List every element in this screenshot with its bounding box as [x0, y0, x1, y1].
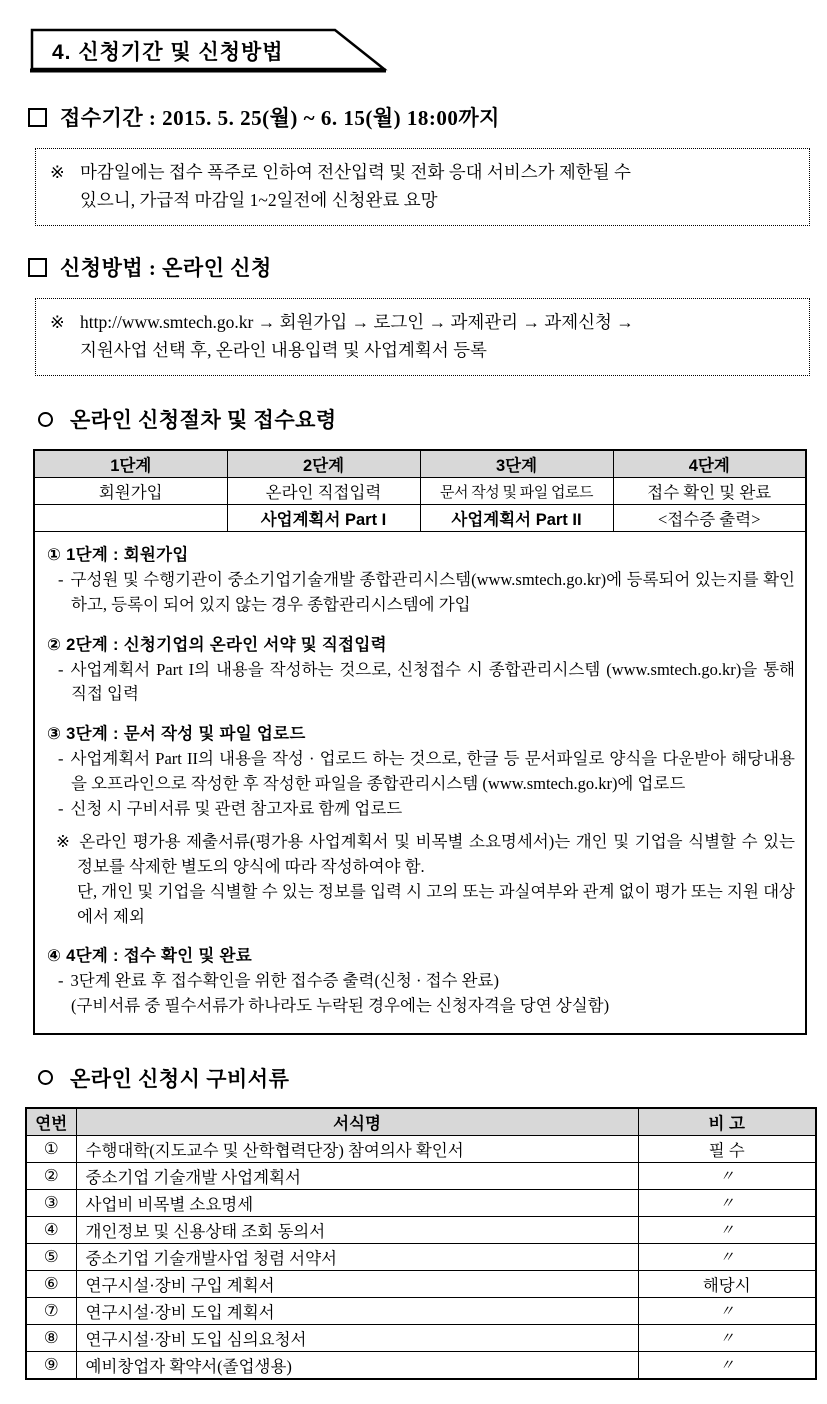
square-bullet-icon: [28, 108, 47, 127]
document-name: 사업비 비목별 소요명세: [76, 1189, 638, 1216]
document-row: [26, 1324, 816, 1351]
step-title: ③ 3단계 : 문서 작성 및 파일 업로드: [47, 725, 306, 743]
period-note-box: [35, 148, 810, 226]
document-name: 중소기업 기술개발사업 청렴 서약서: [76, 1243, 638, 1270]
document-row: [26, 1162, 816, 1189]
document-remark: 〃: [638, 1297, 816, 1324]
document-remark: 〃: [638, 1243, 816, 1270]
step-block-3: [45, 720, 795, 929]
procedure-detail-row: [34, 532, 806, 1034]
documents-section-heading: [38, 1063, 827, 1093]
col-header: 비 고: [638, 1108, 816, 1136]
table-cell: 문서 작성 및 파일 업로드: [420, 478, 613, 505]
method-note-line1: http://www.smtech.go.kr → 회원가입 → 로그인 → 과제관리 → 과제신청 →: [80, 312, 634, 332]
page-title: 4. 신청기간 및 신청방법: [52, 41, 284, 64]
document-name: 개인정보 및 신용상태 조회 동의서: [76, 1216, 638, 1243]
square-bullet-icon: [28, 258, 47, 277]
method-heading: 신청방법 : 온라인 신청: [60, 256, 272, 280]
step-paragraph: - 구성원 및 수행기관이 중소기업기술개발 종합관리시스템(www.smtech.go.kr)에 등록되어 있는지를 확인하고, 등록이 되어 있지 않는 경우 종합관리시스템에 가입: [58, 570, 795, 614]
step-paragraph: - 사업계획서 Part I의 내용을 작성하는 것으로, 신청접수 시 종합관리시스템 (www.smtech.go.kr)을 통해 직접 입력: [58, 659, 795, 704]
table-cell: 사업계획서 Part II: [420, 505, 613, 532]
document-remark: 필 수: [638, 1135, 816, 1162]
step-note-continuation: 단, 개인 및 기업을 식별할 수 있는 정보를 입력 시 고의 또는 과실여부와 관계 없이 평가 또는 지원 대상에서 제외: [77, 881, 795, 926]
procedure-detail-cell: [34, 532, 806, 1034]
documents-table: [25, 1107, 817, 1380]
col-header: 연번: [26, 1108, 76, 1136]
procedure-section-heading: [38, 404, 827, 434]
document-row: [26, 1351, 816, 1379]
col-header: 1단계: [34, 450, 227, 478]
step-block-1: [45, 541, 795, 618]
table-cell: 회원가입: [34, 478, 227, 505]
reference-mark: ※: [50, 162, 65, 182]
circle-bullet-icon: [38, 1070, 53, 1085]
step-paragraph-continuation: (구비서류 중 필수서류가 하나라도 누락된 경우에는 신청자격을 당연 상실함): [71, 996, 610, 1015]
procedure-table: [33, 449, 807, 1035]
col-header: 2단계: [227, 450, 420, 478]
step-title: ④ 4단계 : 접수 확인 및 완료: [47, 947, 253, 966]
procedure-table-row: [34, 505, 806, 532]
document-remark: 〃: [638, 1351, 816, 1379]
method-heading-row: [28, 252, 827, 282]
document-remark: 〃: [638, 1162, 816, 1189]
document-row: [26, 1270, 816, 1297]
document-name: 연구시설·장비 도입 계획서: [76, 1297, 638, 1324]
document-name: 수행대학(지도교수 및 산학협력단장) 참여의사 확인서: [76, 1135, 638, 1162]
row-number: ⑦: [26, 1297, 76, 1324]
col-header: 4단계: [613, 450, 806, 478]
step-paragraph: - 신청 시 구비서류 및 관련 참고자료 함께 업로드: [58, 798, 403, 818]
col-header: 3단계: [420, 450, 613, 478]
table-cell: 온라인 직접입력: [227, 478, 420, 505]
table-cell: <접수증 출력>: [613, 505, 806, 532]
document-remark: 〃: [638, 1216, 816, 1243]
period-heading-row: [28, 102, 827, 132]
table-cell: [34, 505, 227, 532]
col-header: 서식명: [76, 1108, 638, 1136]
reference-mark: ※: [50, 312, 65, 332]
table-cell: 접수 확인 및 완료: [613, 478, 806, 505]
period-heading: 접수기간 : 2015. 5. 25(월) ~ 6. 15(월) 18:00까지: [60, 106, 500, 130]
document-name: 연구시설·장비 도입 심의요청서: [76, 1324, 638, 1351]
procedure-table-row: [34, 478, 806, 505]
section-title-banner: [30, 28, 400, 76]
row-number: ③: [26, 1189, 76, 1216]
row-number: ①: [26, 1135, 76, 1162]
row-number: ⑥: [26, 1270, 76, 1297]
step-paragraph: - 사업계획서 Part II의 내용을 작성 · 업로드 하는 것으로, 한글 등 문서파일로 양식을 다운받아 해당내용을 오프라인으로 작성한 후 작성한 파일을 종합관리시스템 (www.smtech.go.kr)에 업로드: [58, 749, 795, 793]
method-note-box: [35, 298, 810, 376]
document-remark: 해당시: [638, 1270, 816, 1297]
document-name: 예비창업자 확약서(졸업생용): [76, 1351, 638, 1379]
period-note-line1: 마감일에는 접수 폭주로 인하여 전산입력 및 전화 응대 서비스가 제한될 수: [80, 162, 631, 182]
document-remark: 〃: [638, 1189, 816, 1216]
step-title: ② 2단계 : 신청기업의 온라인 서약 및 직접입력: [47, 635, 387, 654]
procedure-table-header-row: [34, 450, 806, 478]
row-number: ⑧: [26, 1324, 76, 1351]
step-block-2: [45, 631, 795, 708]
step-paragraph: - 3단계 완료 후 접수확인을 위한 접수증 출력(신청 · 접수 완료): [58, 971, 499, 991]
document-row: [26, 1243, 816, 1270]
document-name: 연구시설·장비 구입 계획서: [76, 1270, 638, 1297]
documents-table-header-row: [26, 1108, 816, 1136]
document-row: [26, 1135, 816, 1162]
documents-heading-text: 온라인 신청시 구비서류: [70, 1066, 290, 1091]
circle-bullet-icon: [38, 412, 53, 427]
procedure-heading-text: 온라인 신청절차 및 접수요령: [70, 408, 337, 432]
method-note-line2: 지원사업 선택 후, 온라인 내용입력 및 사업계획서 등록: [80, 340, 487, 360]
document-remark: 〃: [638, 1324, 816, 1351]
row-number: ⑨: [26, 1351, 76, 1379]
table-cell: 사업계획서 Part I: [227, 505, 420, 532]
document-row: [26, 1189, 816, 1216]
step-note-paragraph: ※ 온라인 평가용 제출서류(평가용 사업계획서 및 비목별 소요명세서)는 개인 및 기업을 식별할 수 있는 정보를 삭제한 별도의 양식에 따라 작성하여야 함.: [56, 832, 795, 876]
document-row: [26, 1216, 816, 1243]
step-title: ① 1단계 : 회원가입: [47, 546, 189, 564]
step-block-4: [45, 942, 795, 1019]
row-number: ⑤: [26, 1243, 76, 1270]
row-number: ④: [26, 1216, 76, 1243]
row-number: ②: [26, 1162, 76, 1189]
period-note-line2: 있으니, 가급적 마감일 1~2일전에 신청완료 요망: [80, 190, 438, 210]
document-row: [26, 1297, 816, 1324]
document-name: 중소기업 기술개발 사업계획서: [76, 1162, 638, 1189]
